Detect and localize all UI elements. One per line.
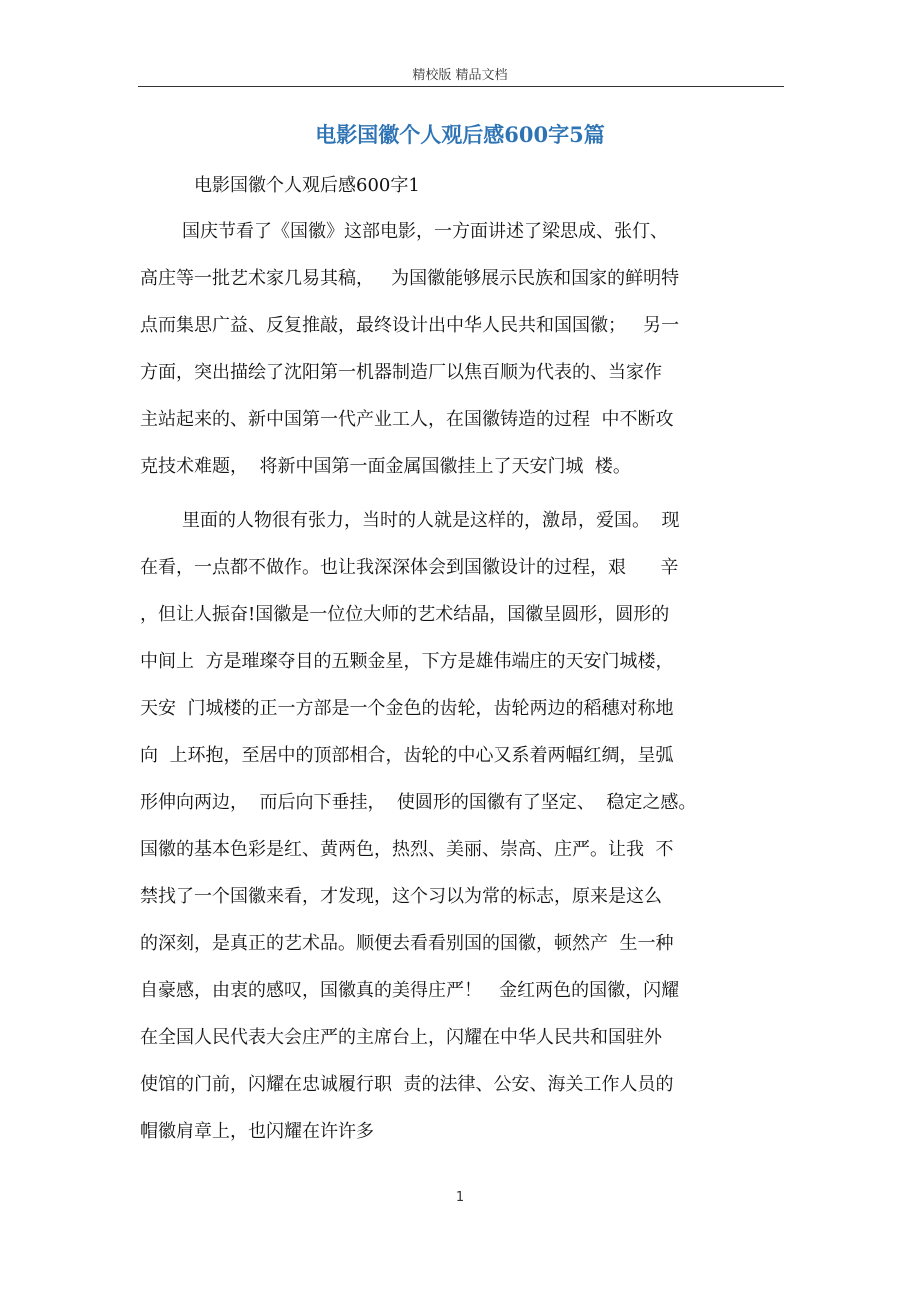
paragraph-2-line-8: 国徽的基本色彩是红、黄两色，热烈、美丽、崇高、庄严。让我 不 (140, 839, 674, 860)
paragraph-2-line-7: 形伸向两边， 而后向下垂挂， 使圆形的国徽有了坚定、 稳定之感。 (140, 792, 697, 813)
paragraph-1-line-3: 点而集思广益、反复推敲，最终设计出中华人民共和国国徽； 另一 (140, 315, 680, 336)
page-header: 精校版 精品文档 (412, 68, 508, 83)
paragraph-2-line-13: 使馆的门前，闪耀在忠诚履行职 责的法律、公安、海关工作人员的 (140, 1074, 674, 1095)
paragraph-1-line-4: 方面，突出描绘了沈阳第一机器制造厂以焦百顺为代表的、当家作 (140, 362, 662, 383)
paragraph-2-line-2: 在看，一点都不做作。也让我深深体会到国徽设计的过程，艰 辛 (140, 557, 679, 578)
paragraph-2-line-14: 帽徽肩章上，也闪耀在许许多 (140, 1121, 374, 1142)
paragraph-2-line-11: 自豪感，由衷的感叹，国徽真的美得庄严！ 金红两色的国徽，闪耀 (140, 980, 680, 1001)
paragraph-1-line-6: 克技术难题， 将新中国第一面金属国徽挂上了天安门城 楼。 (140, 456, 631, 477)
page-number: 1 (455, 1190, 465, 1205)
paragraph-2-line-4: 中间上 方是璀璨夺目的五颗金星，下方是雄伟端庄的天安门城楼， (140, 651, 674, 672)
paragraph-2-line-3: ，但让人振奋!国徽是一位位大师的艺术结晶，国徽呈圆形，圆形的 (140, 604, 670, 625)
paragraph-2-line-12: 在全国人民代表大会庄严的主席台上，闪耀在中华人民共和国驻外 (140, 1027, 662, 1048)
paragraph-2-line-1: 里面的人物很有张力，当时的人就是这样的，激昂，爱国。 现 (182, 510, 680, 531)
document-title: 电影国徽个人观后感600字5篇 (315, 122, 605, 147)
paragraph-2-line-6: 向 上环抱，至居中的顶部相合，齿轮的中心又系着两幅红绸，呈弧 (140, 745, 674, 766)
paragraph-1-line-2: 高庄等一批艺术家几易其稿， 为国徽能够展示民族和国家的鲜明特 (140, 268, 680, 289)
header-divider (138, 86, 784, 87)
paragraph-1-line-1: 国庆节看了《国徽》这部电影，一方面讲述了梁思成、张仃、 (182, 221, 668, 242)
section-heading: 电影国徽个人观后感600字1 (194, 175, 420, 196)
paragraph-2-line-5: 天安 门城楼的正一方部是一个金色的齿轮，齿轮两边的稻穗对称地 (140, 698, 674, 719)
paragraph-2-line-9: 禁找了一个国徽来看，才发现，这个习以为常的标志，原来是这么 (140, 886, 662, 907)
paragraph-1-line-5: 主站起来的、新中国第一代产业工人，在国徽铸造的过程 中不断攻 (140, 409, 674, 430)
paragraph-2-line-10: 的深刻，是真正的艺术品。顺便去看看别国的国徽，顿然产 生一种 (140, 933, 674, 954)
